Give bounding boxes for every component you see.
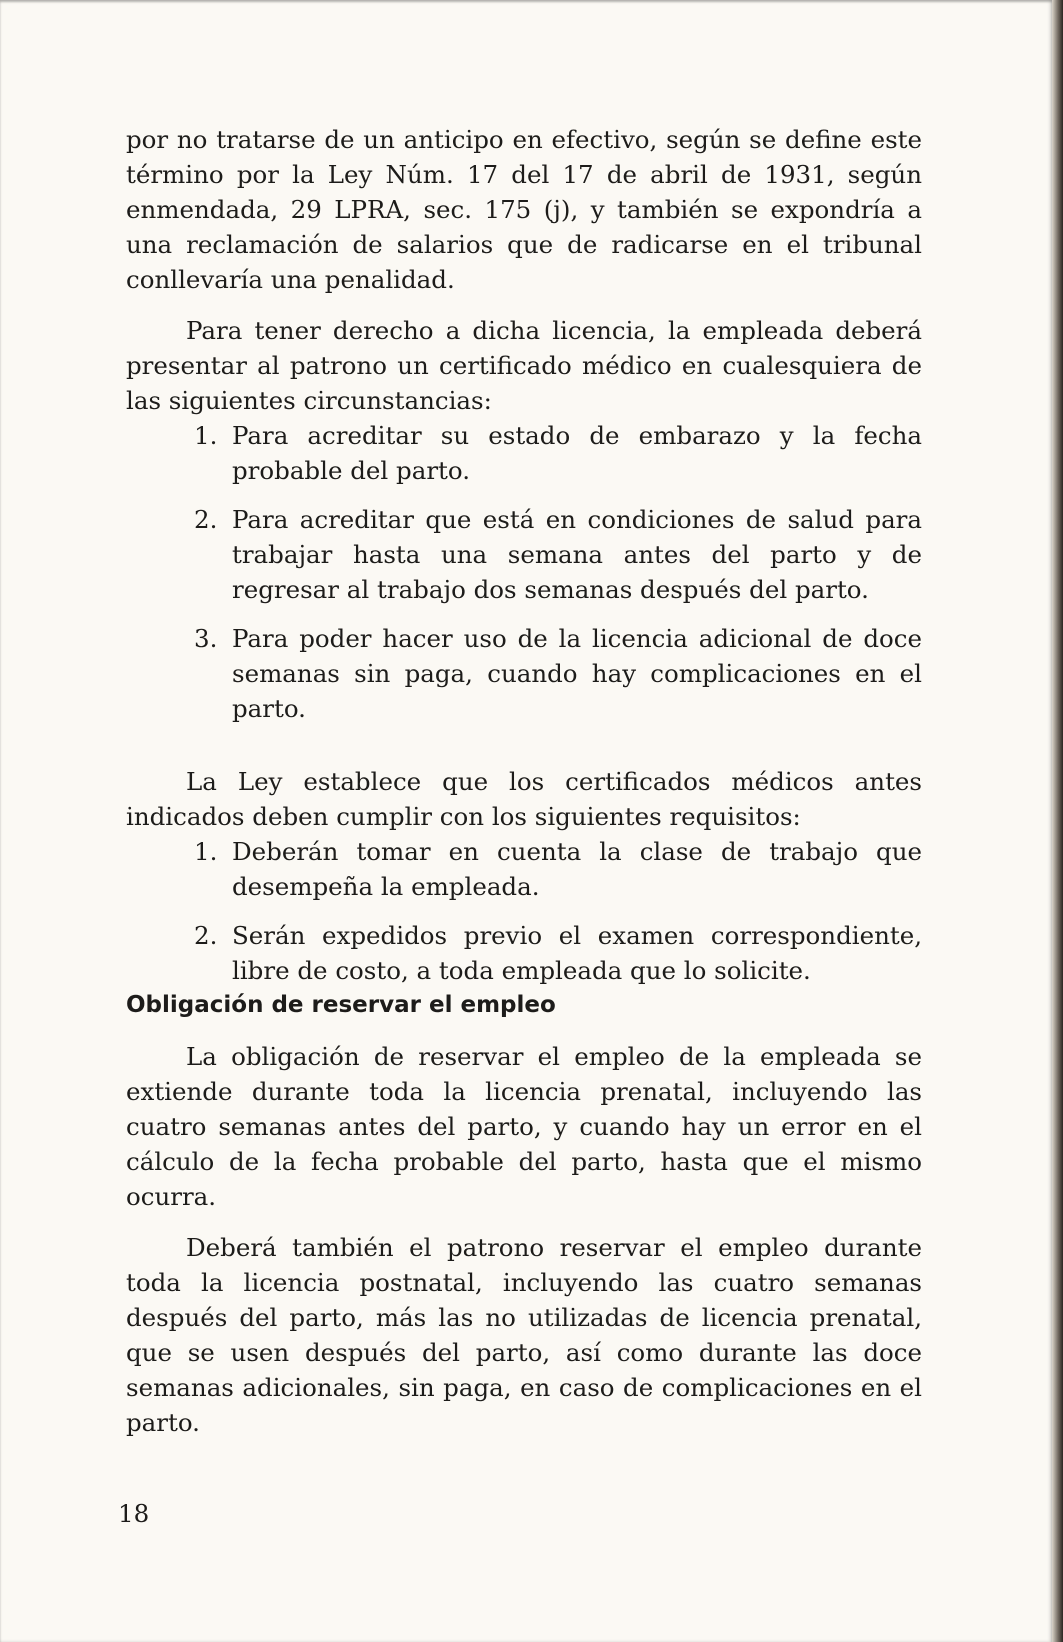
list-item-number: 3. — [194, 624, 218, 653]
page-content — [126, 122, 922, 1440]
list-item-number: 2. — [194, 505, 218, 534]
list-item-text: Para acreditar su estado de embarazo y la fecha probable del parto. — [232, 421, 922, 485]
page-number: 18 — [118, 1499, 150, 1528]
list-item-text: Serán expedidos previo el examen correspondiente, libre de costo, a toda empleada que lo solicite. — [232, 921, 922, 985]
certificate-intro-paragraph: Para tener derecho a dicha licencia, la empleada deberá presentar al patrono un certificado médico en cualesquiera de las siguientes circunstancias: — [126, 316, 922, 415]
reserve-paragraph-2: Deberá también el patrono reservar el empleo durante toda la licencia postnatal, incluyendo las cuatro semanas después del parto, más las no utilizadas de licencia prenatal, que se usen después del parto, así como durante las doce semanas adicionales, sin paga, en caso de complicaciones en el parto. — [126, 1233, 922, 1437]
list-item-text: Para poder hacer uso de la licencia adicional de doce semanas sin paga, cuando hay complicaciones en el parto. — [232, 624, 922, 723]
requirements-list — [126, 834, 922, 988]
list-item — [194, 502, 922, 607]
reserve-paragraph-1: La obligación de reservar el empleo de la empleada se extiende durante toda la licencia prenatal, incluyendo las cuatro semanas antes del parto, y cuando hay un error en el cálculo de la fecha probable del parto, hasta que el mismo ocurra. — [126, 1042, 922, 1211]
section-heading: Obligación de reservar el empleo — [126, 992, 556, 1018]
list-item — [194, 621, 922, 726]
list-item — [194, 918, 922, 988]
list-item-number: 2. — [194, 921, 218, 950]
list-item-text: Para acreditar que está en condiciones de salud para trabajar hasta una semana antes del parto y de regresar al trabajo dos semanas después del parto. — [232, 505, 922, 604]
list-item-number: 1. — [194, 837, 218, 866]
list-item — [194, 418, 922, 488]
list-item — [194, 834, 922, 904]
circumstances-list — [126, 418, 922, 726]
page-edge-shadow — [1052, 0, 1063, 1642]
list-item-number: 1. — [194, 421, 218, 450]
list-item-text: Deberán tomar en cuenta la clase de trabajo que desempeña la empleada. — [232, 837, 922, 901]
intro-paragraph: por no tratarse de un anticipo en efectivo, según se define este término por la Ley Núm. 17 del 17 de abril de 1931, según enmendada, 29 LPRA, sec. 175 (j), y también se expondría a una reclamación de salarios que de radicarse en el tribunal conllevaría una penalidad. — [126, 125, 922, 294]
requirements-intro-paragraph: La Ley establece que los certificados médicos antes indicados deben cumplir con los siguientes requisitos: — [126, 767, 922, 831]
